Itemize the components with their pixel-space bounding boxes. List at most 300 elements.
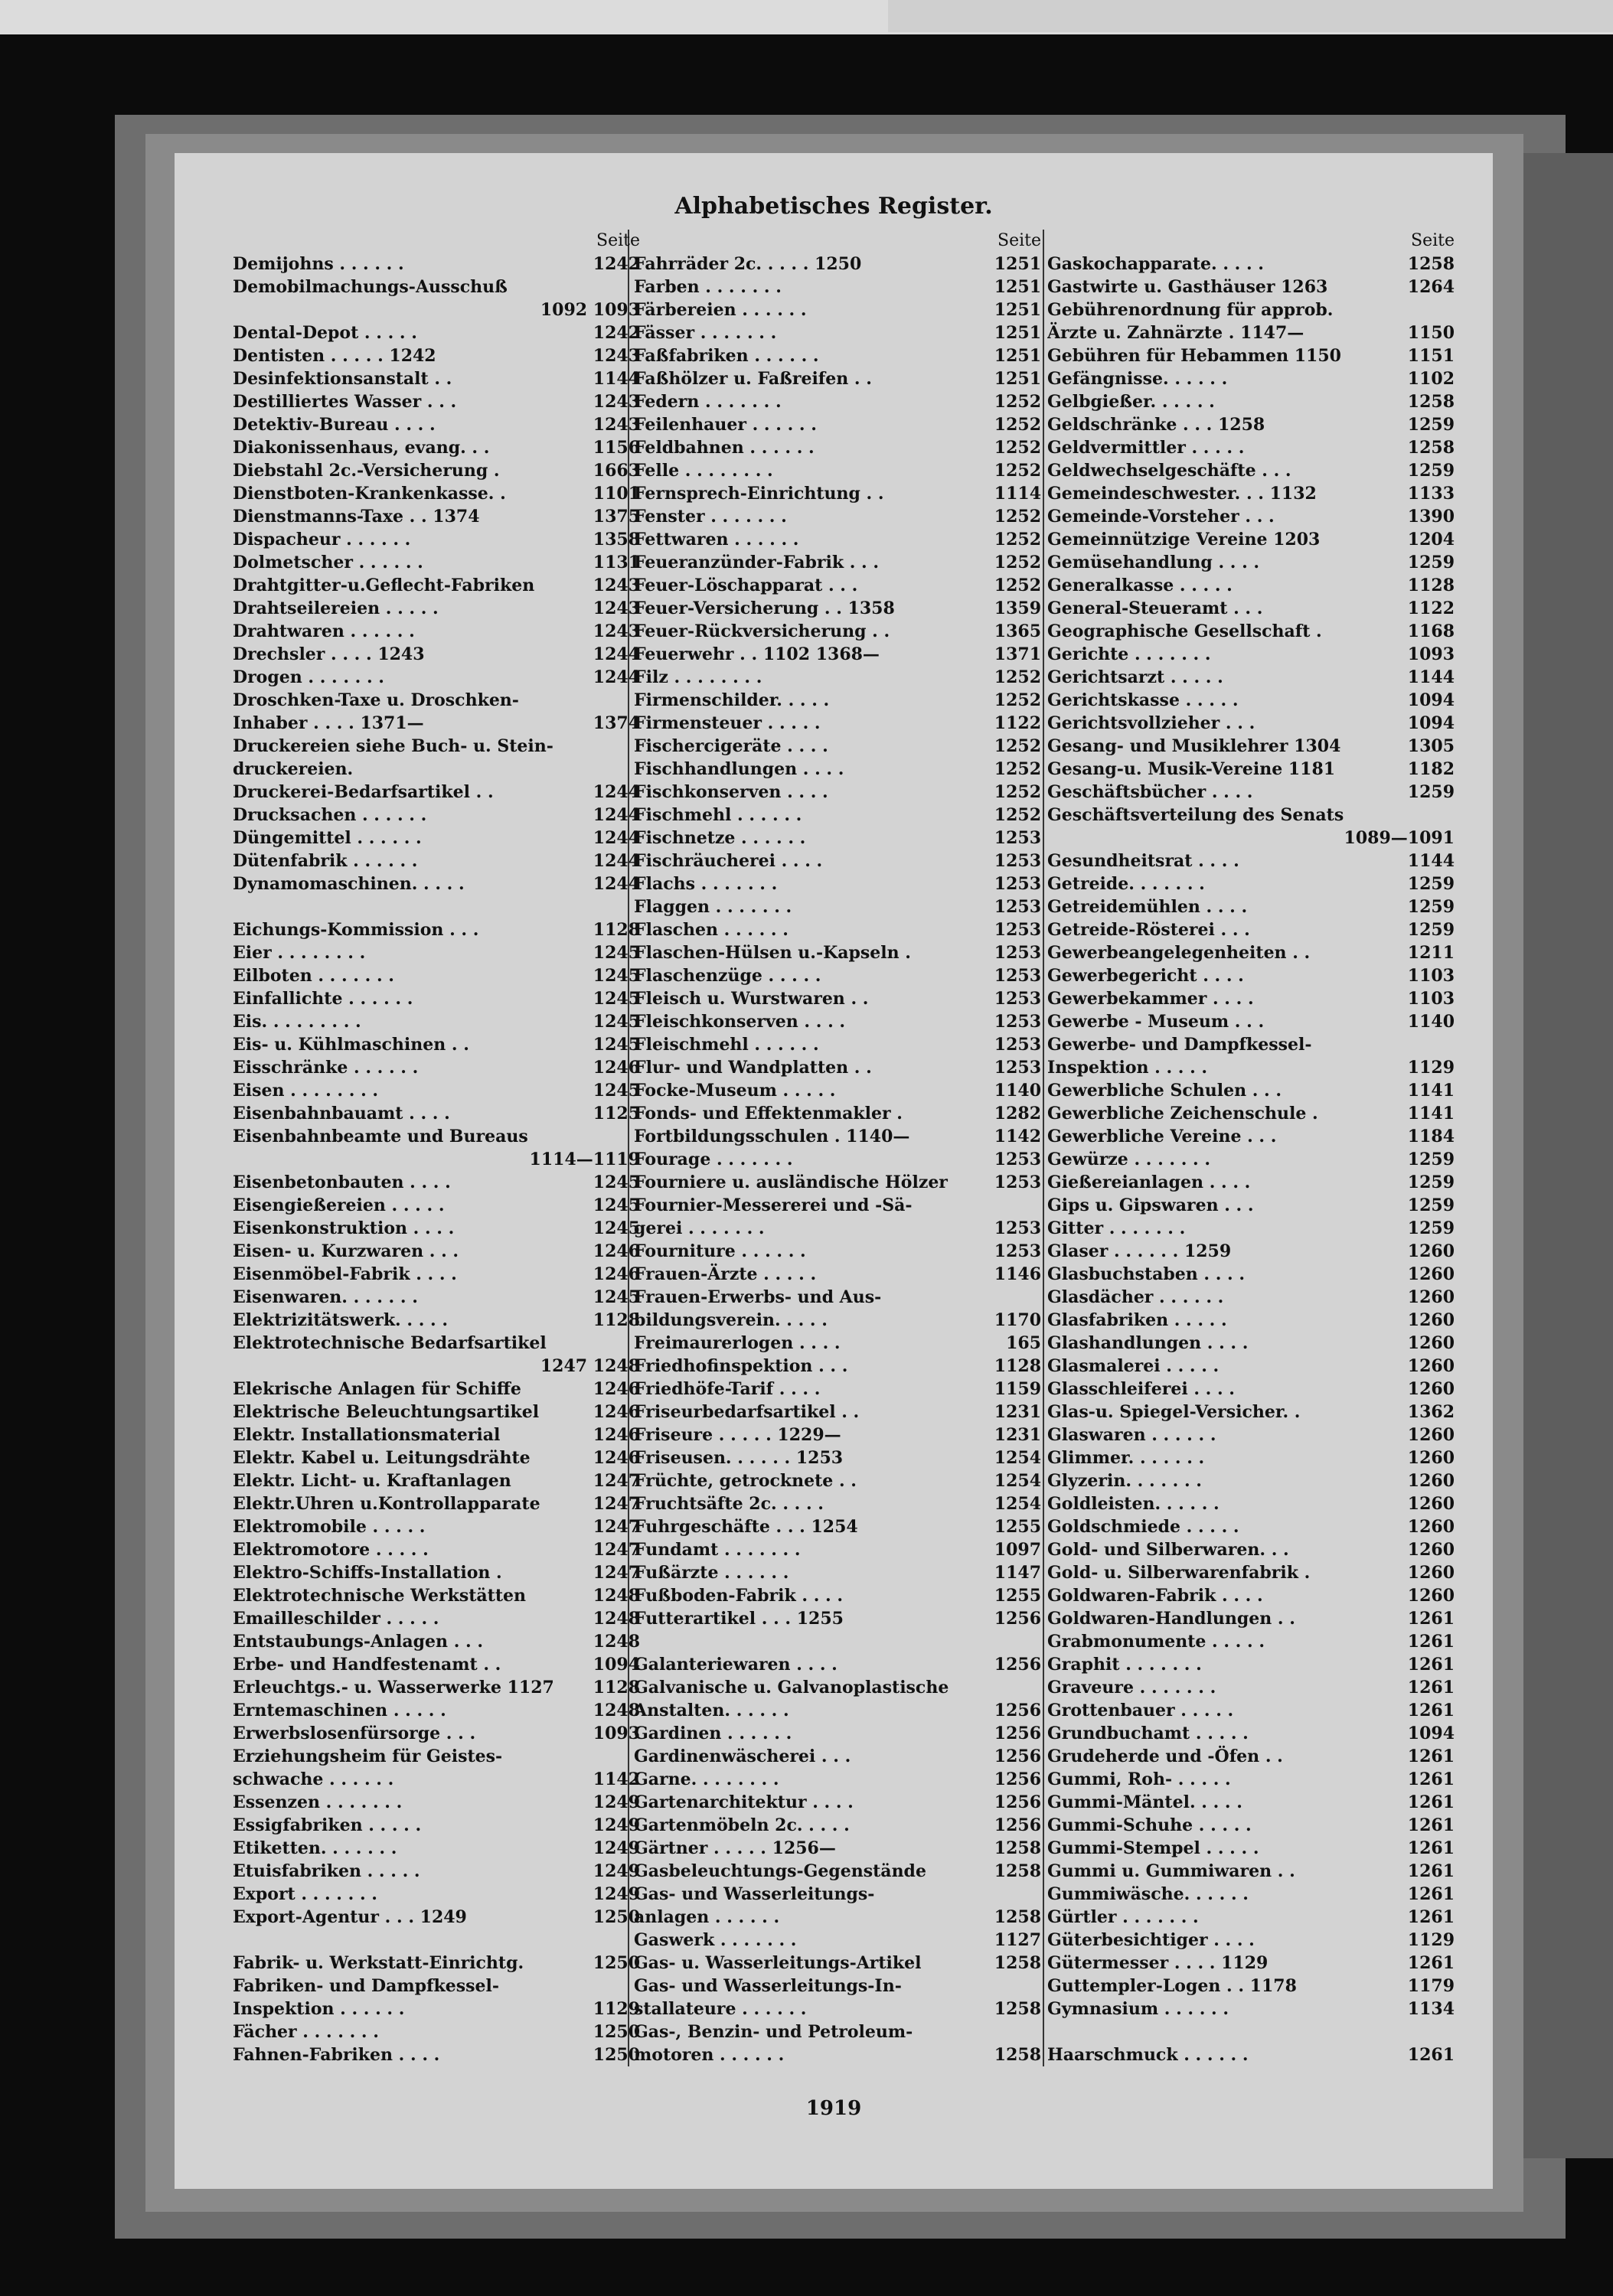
index-entry <box>634 459 1041 482</box>
index-entry <box>233 1952 640 1975</box>
entry-name: Farben . . . . . . . <box>634 277 782 297</box>
entry-name: Elektr. Kabel u. Leitungsdrähte <box>233 1448 531 1468</box>
entry-pages: 1260 <box>1407 1333 1455 1353</box>
entry-pages: 1250 <box>593 1907 640 1927</box>
entry-name: Gas- und Wasserleitungs- <box>634 1884 875 1904</box>
entry-pages: 1250 <box>593 2045 640 2065</box>
entry-pages: 1260 <box>1407 1264 1455 1284</box>
entry-name: Gelbgießer. . . . . . <box>1047 392 1215 412</box>
index-entry <box>1047 1768 1455 1791</box>
entry-name: Gerichtsarzt . . . . . <box>1047 667 1223 687</box>
entry-pages: 1258 <box>994 1861 1041 1881</box>
entry-pages: 1249 <box>593 1815 640 1835</box>
entry-name: Graphit . . . . . . . <box>1047 1655 1202 1675</box>
entry-name: Gummi, Roh- . . . . . <box>1047 1769 1231 1789</box>
entry-name: Güterbesichtiger . . . . <box>1047 1930 1255 1950</box>
entry-name: Fahrräder 2c. . . . . 1250 <box>634 254 862 274</box>
entry-name: Eisenbahnbeamte und Bureaus <box>233 1127 528 1146</box>
index-entry <box>634 872 1041 895</box>
entry-pages: 1231 <box>994 1402 1041 1422</box>
entry-name: Glashandlungen . . . . <box>1047 1333 1249 1353</box>
entry-pages: 1244 <box>593 667 640 687</box>
entry-pages: 1258 <box>994 1907 1041 1927</box>
entry-name: Emailleschilder . . . . . <box>233 1609 439 1629</box>
index-entry <box>233 1332 640 1355</box>
index-entry <box>1047 1378 1455 1401</box>
entry-pages: 1260 <box>1407 1494 1455 1514</box>
entry-name: Gartenarchitektur . . . . <box>634 1792 854 1812</box>
index-entry <box>1047 1906 1455 1929</box>
entry-pages: 1251 <box>994 277 1041 297</box>
entry-pages: 1260 <box>1407 1448 1455 1468</box>
entry-pages: 1243 <box>593 346 640 366</box>
entry-pages: 1245 <box>593 943 640 963</box>
entry-pages: 1093 <box>1407 644 1455 664</box>
index-entry <box>1047 2043 1455 2066</box>
entry-pages: 1260 <box>1407 1517 1455 1537</box>
entry-name: Früchte, getrocknete . . <box>634 1471 857 1491</box>
index-entry <box>233 1699 640 1722</box>
entry-name: Gasbeleuchtungs-Gegenstände <box>634 1861 926 1881</box>
entry-name: Eisenwaren. . . . . . . <box>233 1287 418 1307</box>
entry-name: Gerichtsvollzieher . . . <box>1047 713 1255 733</box>
entry-pages: 1242 <box>593 323 640 343</box>
entry-name: Eichungs-Kommission . . . <box>233 920 479 940</box>
index-entry <box>634 1929 1041 1952</box>
index-entry <box>634 1745 1041 1768</box>
entry-name: Getreide. . . . . . . <box>1047 874 1205 894</box>
entry-name: Gitter . . . . . . . <box>1047 1218 1186 1238</box>
entry-name: Fischercigeräte . . . . <box>634 736 828 756</box>
entry-pages: 1248 <box>593 1701 640 1720</box>
entry-pages: 1258 <box>1407 438 1455 458</box>
entry-name: Getreide-Rösterei . . . <box>1047 920 1250 940</box>
index-entry <box>233 1768 640 1791</box>
index-entry <box>233 1538 640 1561</box>
entry-name: Fourage . . . . . . . <box>634 1150 793 1169</box>
entry-name: Gebühren für Hebammen 1150 <box>1047 346 1341 366</box>
entry-pages: 1141 <box>1407 1081 1455 1101</box>
entry-name: Erwerbslosenfürsorge . . . <box>233 1724 476 1743</box>
entry-name: Gips u. Gipswaren . . . <box>1047 1195 1254 1215</box>
entry-pages: 1245 <box>593 1195 640 1215</box>
entry-name: Export . . . . . . . <box>233 1884 377 1904</box>
entry-name: Flaggen . . . . . . . <box>634 897 792 917</box>
index-entry <box>233 459 640 482</box>
entry-name: Freimaurerlogen . . . . <box>634 1333 841 1353</box>
index-entry <box>1047 1446 1455 1469</box>
entry-name: Eis. . . . . . . . . <box>233 1012 361 1032</box>
entry-pages: 1252 <box>994 553 1041 572</box>
entry-name: Essenzen . . . . . . . <box>233 1792 403 1812</box>
entry-pages: 1261 <box>1407 1769 1455 1789</box>
index-entry <box>233 1975 640 1998</box>
index-entry <box>233 1676 640 1699</box>
index-entry <box>1047 344 1455 367</box>
entry-name: Gewerbe - Museum . . . <box>1047 1012 1265 1032</box>
entry-pages: 1253 <box>994 966 1041 986</box>
entry-name: Elektro-Schiffs-Installation . <box>233 1563 502 1583</box>
index-entry <box>634 1607 1041 1630</box>
entry-pages: 1260 <box>1407 1586 1455 1606</box>
index-entry <box>634 1240 1041 1263</box>
entry-pages: 1261 <box>1407 1907 1455 1927</box>
index-entry <box>233 1217 640 1240</box>
entry-pages: 1245 <box>593 1081 640 1101</box>
entry-name: Etuisfabriken . . . . . <box>233 1861 420 1881</box>
entry-name: Demobilmachungs-Ausschuß <box>233 277 508 297</box>
entry-name: Eisenkonstruktion . . . . <box>233 1218 455 1238</box>
index-entry <box>634 1079 1041 1102</box>
index-entry <box>233 253 640 276</box>
index-entry <box>634 1538 1041 1561</box>
entry-pages: 1150 <box>1407 323 1455 343</box>
entry-name: Geldschränke . . . 1258 <box>1047 415 1265 435</box>
index-entry <box>233 689 640 712</box>
index-entry <box>233 1561 640 1584</box>
entry-pages: 1253 <box>994 1058 1041 1078</box>
entry-name: Gardinen . . . . . . <box>634 1724 792 1743</box>
entry-name: Friseusen. . . . . . 1253 <box>634 1448 844 1468</box>
index-entry <box>634 1309 1041 1332</box>
entry-name: Gemeinde-Vorsteher . . . <box>1047 507 1275 527</box>
entry-name: Gebührenordnung für approb. <box>1047 300 1334 320</box>
index-entry <box>1047 850 1455 872</box>
entry-name: Firmensteuer . . . . . <box>634 713 821 733</box>
index-entry <box>1047 1998 1455 2020</box>
entry-pages: 1256 <box>994 1746 1041 1766</box>
index-entry <box>233 620 640 643</box>
entry-name: General-Steueramt . . . <box>1047 598 1263 618</box>
entry-pages: 1246 <box>593 1448 640 1468</box>
entry-pages: 1253 <box>994 920 1041 940</box>
index-entry <box>1047 1837 1455 1860</box>
column-header: Seite <box>998 231 1041 250</box>
entry-name: Elektr. Installationsmaterial <box>233 1425 501 1445</box>
section-gap <box>233 1929 640 1952</box>
top-paper-strip-right <box>888 0 1613 32</box>
index-entry <box>233 344 640 367</box>
entry-name: Fässer . . . . . . . <box>634 323 777 343</box>
index-entry <box>634 1056 1041 1079</box>
entry-pages: 1252 <box>994 392 1041 412</box>
entry-name: Dynamomaschinen. . . . . <box>233 874 465 894</box>
entry-name: Glaser . . . . . . 1259 <box>1047 1241 1232 1261</box>
entry-name: Export-Agentur . . . 1249 <box>233 1907 467 1927</box>
entry-pages: 1261 <box>1407 1746 1455 1766</box>
entry-pages: 1249 <box>593 1861 640 1881</box>
index-entry <box>233 1906 640 1929</box>
index-entry <box>1047 528 1455 551</box>
entry-name: Ärzte u. Zahnärzte . 1147— <box>1047 323 1304 343</box>
index-entry <box>634 1217 1041 1240</box>
index-entry <box>233 1010 640 1033</box>
entry-name: Gas- und Wasserleitungs-In- <box>634 1976 902 1996</box>
index-entry <box>1047 1860 1455 1883</box>
entry-pages: 1251 <box>994 300 1041 320</box>
entry-name: Gießereianlagen . . . . <box>1047 1172 1251 1192</box>
index-entry <box>1047 1079 1455 1102</box>
index-entry <box>233 2020 640 2043</box>
entry-name: Fourniture . . . . . . <box>634 1241 806 1261</box>
entry-pages: 1247 <box>593 1563 640 1583</box>
entry-pages: 1251 <box>994 254 1041 274</box>
entry-pages: 1243 <box>593 598 640 618</box>
entry-pages: 1159 <box>994 1379 1041 1399</box>
entry-pages: 1256 <box>994 1655 1041 1675</box>
index-entry <box>1047 758 1455 781</box>
entry-pages: 1246 <box>593 1241 640 1261</box>
entry-pages: 1244 <box>593 851 640 871</box>
entry-pages: 1252 <box>994 667 1041 687</box>
entry-pages: 1305 <box>1407 736 1455 756</box>
index-entry <box>233 1446 640 1469</box>
entry-name: Eisenmöbel-Fabrik . . . . <box>233 1264 457 1284</box>
entry-name: Glasmalerei . . . . . <box>1047 1356 1220 1376</box>
entry-name: Friedhöfe-Tarif . . . . <box>634 1379 821 1399</box>
entry-pages: 1246 <box>593 1379 640 1399</box>
entry-name: Gewerbekammer . . . . <box>1047 989 1254 1009</box>
entry-name: Fischnetze . . . . . . <box>634 828 806 848</box>
entry-name: Grabmonumente . . . . . <box>1047 1632 1265 1652</box>
index-entry <box>634 1446 1041 1469</box>
entry-pages: 1663 <box>593 461 640 481</box>
entry-pages: 1260 <box>1407 1540 1455 1560</box>
entry-pages: 1253 <box>994 943 1041 963</box>
entry-pages: 1264 <box>1407 277 1455 297</box>
entry-pages: 1254 <box>994 1448 1041 1468</box>
index-entry <box>1047 895 1455 918</box>
index-entry <box>634 1768 1041 1791</box>
index-entry <box>634 1424 1041 1446</box>
entry-name: Glasfabriken . . . . . <box>1047 1310 1227 1330</box>
index-entry <box>634 2043 1041 2066</box>
index-entry <box>1047 620 1455 643</box>
entry-name: Dentisten . . . . . 1242 <box>233 346 436 366</box>
entry-pages: 1170 <box>994 1310 1041 1330</box>
entry-name: Inhaber . . . . 1371— <box>233 713 424 733</box>
index-entry <box>233 1998 640 2020</box>
entry-pages: 1247 <box>593 1471 640 1491</box>
entry-name: Gewerbliche Vereine . . . <box>1047 1127 1277 1146</box>
entry-name: Drahtwaren . . . . . . <box>233 621 415 641</box>
index-entry <box>1047 964 1455 987</box>
index-entry <box>634 1906 1041 1929</box>
index-entry <box>634 1148 1041 1171</box>
index-entry <box>634 1791 1041 1814</box>
entry-name: Fischkonserven . . . . <box>634 782 828 802</box>
index-entry <box>233 758 640 781</box>
index-entry <box>634 1722 1041 1745</box>
index-entry <box>634 2020 1041 2043</box>
entry-pages: 1245 <box>593 989 640 1009</box>
entry-pages: 1151 <box>1407 346 1455 366</box>
entry-pages: 1114—1119 <box>529 1150 640 1169</box>
section-gap <box>233 895 640 918</box>
entry-pages: 1260 <box>1407 1471 1455 1491</box>
entry-pages: 1093 <box>593 1724 640 1743</box>
index-entry <box>1047 1722 1455 1745</box>
entry-pages: 1253 <box>994 1241 1041 1261</box>
index-entry <box>233 1791 640 1814</box>
entry-name: Feuer-Versicherung . . 1358 <box>634 598 895 618</box>
section-gap <box>1047 2020 1455 2043</box>
index-entry <box>634 895 1041 918</box>
index-entry <box>1047 1561 1455 1584</box>
index-entry <box>233 918 640 941</box>
entry-pages: 1252 <box>994 805 1041 825</box>
index-entry <box>233 1401 640 1424</box>
entry-pages: 1258 <box>1407 392 1455 412</box>
index-entry <box>1047 1515 1455 1538</box>
index-entry <box>1047 781 1455 804</box>
document-page <box>175 153 1493 2189</box>
index-entry <box>233 827 640 850</box>
entry-name: stallateure . . . . . . <box>634 1999 807 2019</box>
index-entry <box>1047 987 1455 1010</box>
entry-pages: 1258 <box>994 1953 1041 1973</box>
entry-pages: 1258 <box>994 1999 1041 2019</box>
entry-pages: 1261 <box>1407 1632 1455 1652</box>
entry-name: Flaschenzüge . . . . . <box>634 966 821 986</box>
index-entry <box>634 758 1041 781</box>
index-entry <box>233 1309 640 1332</box>
entry-pages: 1246 <box>593 1425 640 1445</box>
entry-name: Druckerei-Bedarfsartikel . . <box>233 782 494 802</box>
entry-name: Gewerbegericht . . . . <box>1047 966 1244 986</box>
index-entry <box>233 987 640 1010</box>
index-entry <box>1047 1607 1455 1630</box>
entry-pages: 1168 <box>1407 621 1455 641</box>
entry-pages: 1250 <box>593 2022 640 2042</box>
entry-pages: 1094 <box>593 1655 640 1675</box>
index-entry <box>634 850 1041 872</box>
index-entry <box>233 1607 640 1630</box>
index-entry <box>634 1492 1041 1515</box>
entry-pages: 1256 <box>994 1769 1041 1789</box>
entry-name: Fahnen-Fabriken . . . . <box>233 2045 440 2065</box>
entry-pages: 1248 <box>593 1632 640 1652</box>
index-entry <box>1047 1217 1455 1240</box>
entry-pages: 1261 <box>1407 1884 1455 1904</box>
entry-name: Feuerwehr . . 1102 1368— <box>634 644 880 664</box>
entry-name: Galanteriewaren . . . . <box>634 1655 838 1675</box>
entry-pages: 1244 <box>593 805 640 825</box>
entry-name: Gesang- und Musiklehrer 1304 <box>1047 736 1341 756</box>
entry-name: Feldbahnen . . . . . . <box>634 438 815 458</box>
index-entry <box>233 528 640 551</box>
entry-pages: 1128 <box>593 1678 640 1698</box>
index-entry <box>233 872 640 895</box>
page-number: 1919 <box>805 2097 862 2120</box>
entry-pages: 1245 <box>593 966 640 986</box>
index-entry <box>634 528 1041 551</box>
index-entry <box>233 804 640 827</box>
index-entry <box>1047 253 1455 276</box>
entry-name: Düngemittel . . . . . . <box>233 828 422 848</box>
entry-pages: 1245 <box>593 1035 640 1055</box>
index-entry <box>634 276 1041 298</box>
entry-pages: 1249 <box>593 1792 640 1812</box>
index-entry <box>1047 1814 1455 1837</box>
entry-pages: 1358 <box>593 530 640 550</box>
index-entry <box>1047 276 1455 298</box>
entry-pages: 1256 <box>994 1815 1041 1835</box>
entry-name: Fußboden-Fabrik . . . . <box>634 1586 844 1606</box>
entry-pages: 1259 <box>1407 1195 1455 1215</box>
entry-name: Filz . . . . . . . . <box>634 667 762 687</box>
index-entry <box>634 1033 1041 1056</box>
index-entry <box>1047 1148 1455 1171</box>
entry-pages: 1102 <box>1407 369 1455 389</box>
entry-pages: 1245 <box>593 1287 640 1307</box>
entry-name: Grottenbauer . . . . . <box>1047 1701 1234 1720</box>
entry-name: Glimmer. . . . . . . <box>1047 1448 1205 1468</box>
entry-pages: 1252 <box>994 415 1041 435</box>
entry-name: Gemeindeschwester. . . 1132 <box>1047 484 1317 504</box>
entry-pages: 1103 <box>1407 966 1455 986</box>
index-entry <box>233 1883 640 1906</box>
index-entry <box>1047 1194 1455 1217</box>
entry-pages: 1129 <box>1407 1930 1455 1950</box>
entry-name: Gold- und Silberwaren. . . <box>1047 1540 1289 1560</box>
index-entry <box>233 666 640 689</box>
entry-name: Goldleisten. . . . . . <box>1047 1494 1220 1514</box>
index-entry <box>233 1860 640 1883</box>
index-entry <box>1047 1332 1455 1355</box>
index-entry <box>634 1171 1041 1194</box>
entry-pages: 1260 <box>1407 1379 1455 1399</box>
entry-name: Drucksachen . . . . . . <box>233 805 427 825</box>
entry-pages: 1261 <box>1407 2045 1455 2065</box>
entry-name: Glaswaren . . . . . . <box>1047 1425 1216 1445</box>
index-entry <box>634 1515 1041 1538</box>
entry-pages: 1259 <box>1407 1172 1455 1192</box>
index-entry <box>233 1378 640 1401</box>
entry-pages: 1259 <box>1407 415 1455 435</box>
entry-pages: 1260 <box>1407 1241 1455 1261</box>
entry-pages: 1129 <box>593 1999 640 2019</box>
entry-name: Gas- u. Wasserleitungs-Artikel <box>634 1953 922 1973</box>
entry-pages: 1250 <box>593 1953 640 1973</box>
entry-pages: 1089—1091 <box>1344 828 1455 848</box>
index-entry <box>1047 1630 1455 1653</box>
index-entry <box>634 1469 1041 1492</box>
entry-pages: 1252 <box>994 438 1041 458</box>
index-entry <box>233 505 640 528</box>
index-entry <box>233 781 640 804</box>
index-entry <box>634 253 1041 276</box>
entry-pages: 1253 <box>994 989 1041 1009</box>
index-entry <box>1047 298 1455 321</box>
entry-pages: 1094 <box>1407 690 1455 710</box>
entry-name: Drechsler . . . . 1243 <box>233 644 425 664</box>
index-column-1 <box>233 230 640 2066</box>
entry-pages: 1252 <box>994 736 1041 756</box>
index-entry <box>1047 482 1455 505</box>
entry-pages: 1179 <box>1407 1976 1455 1996</box>
index-entry <box>1047 1538 1455 1561</box>
entry-name: Garne. . . . . . . . <box>634 1769 779 1789</box>
entry-pages: 1242 <box>593 254 640 274</box>
index-entry <box>233 2043 640 2066</box>
entry-name: Geldwechselgeschäfte . . . <box>1047 461 1291 481</box>
entry-name: Goldwaren-Fabrik . . . . <box>1047 1586 1263 1606</box>
index-entry <box>1047 321 1455 344</box>
entry-pages: 1252 <box>994 576 1041 595</box>
entry-name: Grudeherde und -Öfen . . <box>1047 1746 1283 1766</box>
entry-name: Fußärzte . . . . . . <box>634 1563 789 1583</box>
